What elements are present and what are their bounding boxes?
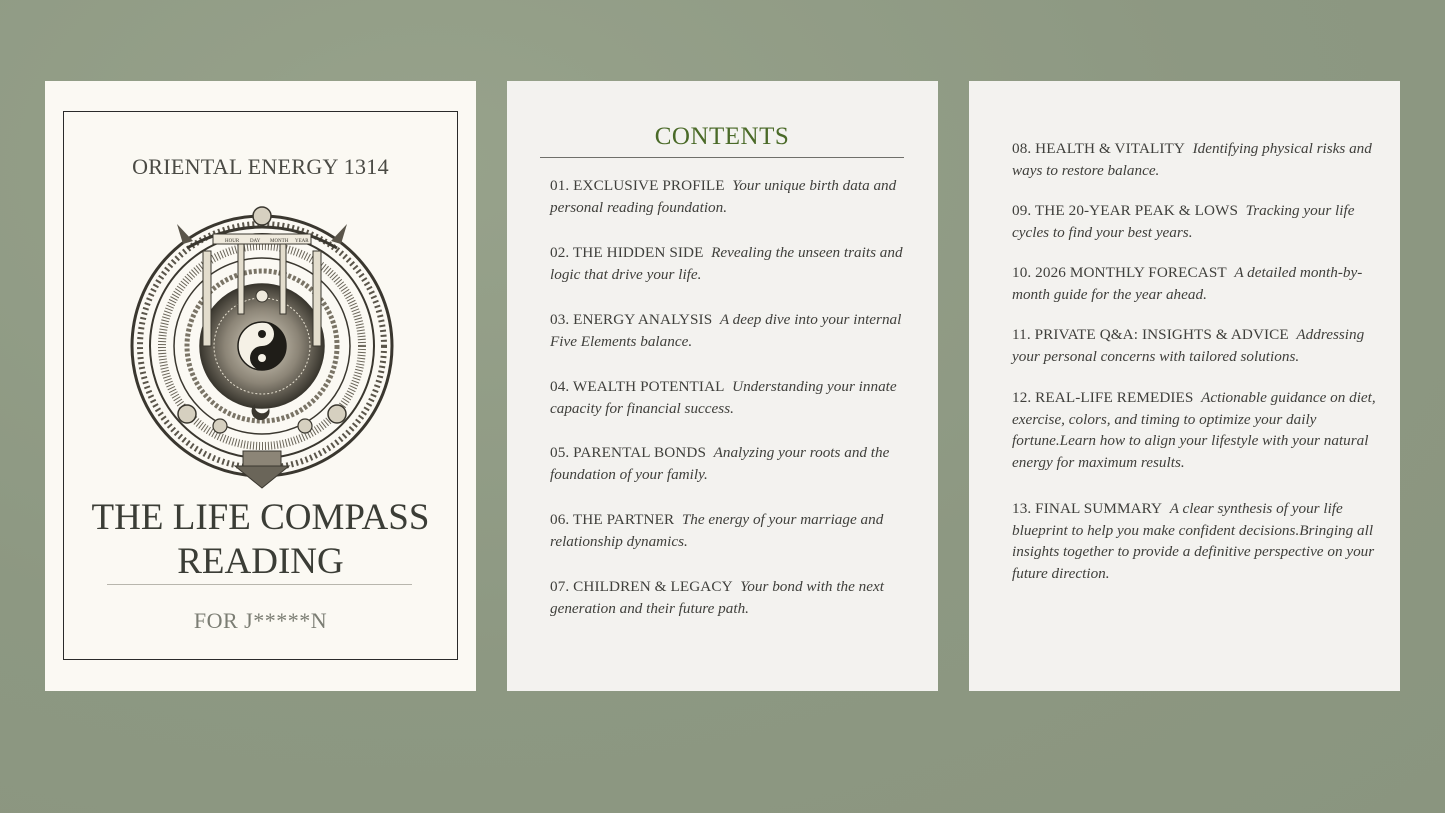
toc-item-description: Tracking your life cycles to find your best years. bbox=[1012, 202, 1355, 241]
toc-item bbox=[550, 509, 920, 553]
recipient-name: FOR J*****N bbox=[193, 608, 328, 633]
toc-item bbox=[550, 309, 920, 353]
toc-item-description: Your bond with the next generation and their future path. bbox=[550, 578, 884, 617]
toc-item-description: A deep dive into your internal Five Elements balance. bbox=[550, 311, 902, 350]
toc-item-description: Actionable guidance on diet, exercise, colors, and timing to optimize your daily fortune.Learn how to align your lifestyle with your natural energy for maximum results. bbox=[1012, 389, 1376, 471]
contents-divider bbox=[540, 157, 904, 158]
toc-item-title: 02. THE HIDDEN SIDE bbox=[550, 244, 704, 261]
svg-text:HOUR: HOUR bbox=[225, 239, 240, 244]
toc-item bbox=[1012, 324, 1377, 367]
contents-page bbox=[507, 81, 938, 691]
toc-item bbox=[550, 576, 920, 620]
cover-page bbox=[45, 81, 476, 691]
toc-item-title: 03. ENERGY ANALYSIS bbox=[550, 311, 713, 328]
toc-item-title: 08. HEALTH & VITALITY bbox=[1012, 140, 1185, 157]
toc-item-description: A clear synthesis of your life blueprint to help you make confident decisions.Bringing all insights together to provide a definitive perspective on your future direction. bbox=[1012, 500, 1375, 582]
toc-item-description: The energy of your marriage and relationship dynamics. bbox=[550, 511, 884, 550]
toc-item bbox=[550, 442, 920, 486]
toc-item-description: Addressing your personal concerns with tailored solutions. bbox=[1012, 326, 1365, 365]
toc-item-title: 07. CHILDREN & LEGACY bbox=[550, 578, 733, 595]
brand-name: ORIENTAL ENERGY 1314 bbox=[132, 154, 389, 179]
toc-item-description: Your unique birth data and personal reading foundation. bbox=[550, 177, 897, 216]
toc-item-title: 05. PARENTAL BONDS bbox=[550, 444, 706, 461]
toc-item-description: Identifying physical risks and ways to restore balance. bbox=[1012, 140, 1372, 179]
toc-item bbox=[550, 376, 920, 420]
toc-item-description: A detailed month-by-month guide for the year ahead. bbox=[1012, 264, 1363, 303]
contents-continued-page bbox=[969, 81, 1400, 691]
contents-heading: CONTENTS bbox=[654, 123, 790, 150]
svg-text:DAY: DAY bbox=[250, 239, 261, 244]
toc-item-description: Revealing the unseen traits and logic that drive your life. bbox=[550, 244, 903, 283]
toc-item-title: 10. 2026 MONTHLY FORECAST bbox=[1012, 264, 1227, 281]
toc-item-description: Analyzing your roots and the foundation of your family. bbox=[550, 444, 890, 483]
toc-item bbox=[550, 242, 920, 286]
title-divider bbox=[107, 584, 412, 585]
svg-text:MONTH: MONTH bbox=[270, 239, 289, 244]
toc-item-title: 01. EXCLUSIVE PROFILE bbox=[550, 177, 725, 194]
toc-item-title: 06. THE PARTNER bbox=[550, 511, 675, 528]
toc-item bbox=[550, 175, 920, 219]
toc-item bbox=[1012, 138, 1377, 181]
toc-item-title: 11. PRIVATE Q&A: INSIGHTS & ADVICE bbox=[1012, 326, 1289, 343]
toc-item bbox=[1012, 262, 1377, 305]
toc-item-title: 04. WEALTH POTENTIAL bbox=[550, 378, 725, 395]
toc-item bbox=[1012, 387, 1377, 473]
toc-item-title: 09. THE 20-YEAR PEAK & LOWS bbox=[1012, 202, 1239, 219]
yin-yang-compass-emblem-icon bbox=[125, 196, 400, 491]
toc-item bbox=[1012, 498, 1377, 584]
toc-item-title: 12. REAL-LIFE REMEDIES bbox=[1012, 389, 1194, 406]
report-title: THE LIFE COMPASS READING bbox=[91, 497, 430, 582]
toc-item bbox=[1012, 200, 1377, 243]
toc-item-title: 13. FINAL SUMMARY bbox=[1012, 500, 1163, 517]
svg-text:YEAR: YEAR bbox=[295, 239, 309, 244]
toc-item-description: Understanding your innate capacity for financial success. bbox=[550, 378, 897, 417]
